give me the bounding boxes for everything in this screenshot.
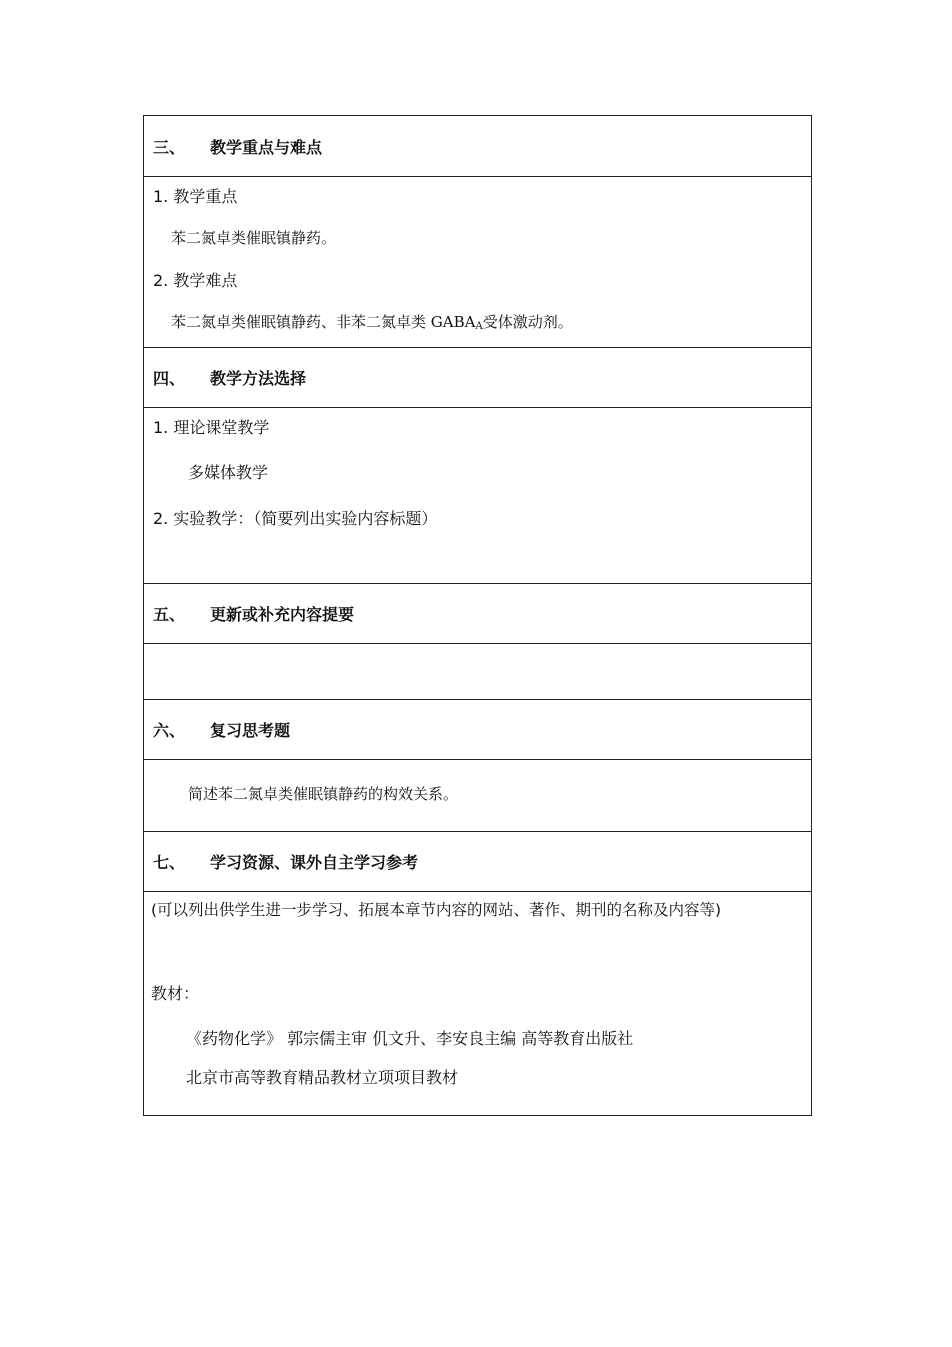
section-5-content [144,643,811,699]
section-5-title: 更新或补充内容提要 [210,605,355,624]
section-7-header [144,831,811,891]
section-7-title: 学习资源、课外自主学习参考 [210,853,419,872]
section-3-header [144,116,811,176]
section-7-content [144,891,811,1115]
section-3-content [144,176,811,347]
section-3-number: 三、 [153,137,186,157]
difficult-point-text [171,311,573,332]
section-4-header [144,347,811,407]
resources-note: (可以列出供学生进一步学习、拓展本章节内容的网站、著作、期刊的名称及内容等) [151,901,722,919]
section-7-number: 七、 [153,853,186,872]
key-point-text: 苯二氮卓类催眠镇静药。 [171,229,337,247]
section-4-number: 四、 [153,369,186,388]
section-5-number: 五、 [153,605,186,624]
key-point-label: 1. 教学重点 [153,187,238,206]
section-4-title: 教学方法选择 [210,369,307,388]
teaching-plan-table [143,115,812,1116]
lab-teaching-label: 2. 实验教学：（简要列出实验内容标题） [153,509,438,528]
section-5-header [144,583,811,643]
section-6-content [144,759,811,831]
textbook-label: 教材： [151,984,200,1003]
difficult-point-text-subscript: A [475,321,483,332]
section-6-header [144,699,811,759]
section-3-title: 教学重点与难点 [210,137,323,157]
review-question-text: 简述苯二氮卓类催眠镇静药的构效关系。 [188,785,459,803]
textbook-line-2: 北京市高等教育精品教材立项项目教材 [186,1068,459,1087]
theory-teaching-label: 1. 理论课堂教学 [153,418,270,437]
section-6-number: 六、 [153,721,186,740]
difficult-point-text-b: 受体激动剂。 [482,313,573,331]
difficult-point-text-a: 苯二氮卓类催眠镇静药、非苯二氮卓类 GABA [171,313,476,331]
section-6-title: 复习思考题 [210,721,291,740]
section-4-content [144,407,811,583]
theory-teaching-text: 多媒体教学 [188,463,269,482]
textbook-line-1: 《药物化学》 郭宗儒主审 仉文升、李安良主编 高等教育出版社 [186,1029,634,1048]
difficult-point-label: 2. 教学难点 [153,271,238,290]
